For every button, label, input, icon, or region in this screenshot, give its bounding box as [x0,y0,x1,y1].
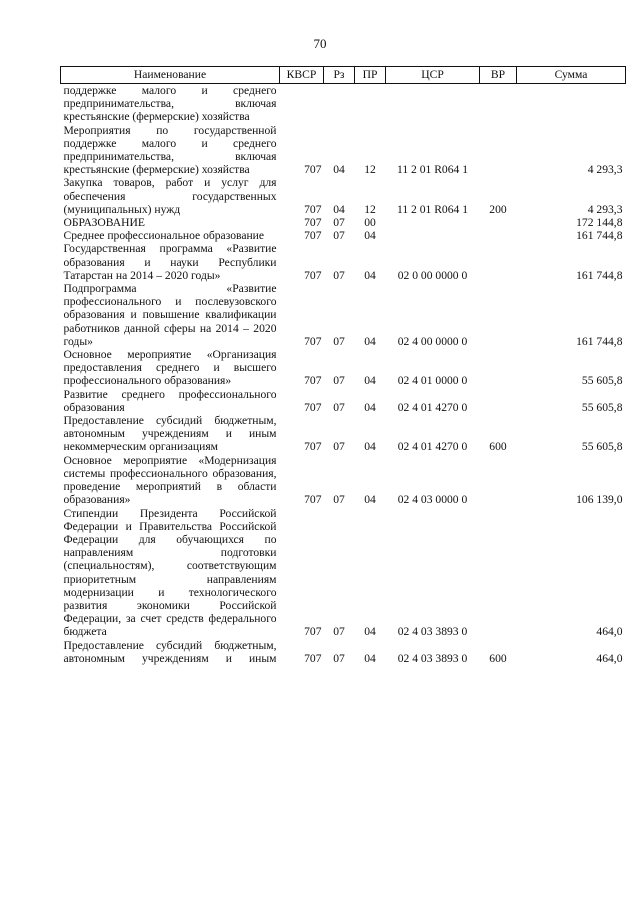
row-kvsr: 707 [304,374,322,388]
row-pr: 04 [364,334,376,348]
table-row [61,176,626,216]
row-vr [480,242,517,282]
row-pr: 04 [364,268,376,282]
row-rz: 07 [333,268,345,282]
row-rz: 04 [333,202,345,216]
row-kvsr: 707 [304,334,322,348]
row-csr [386,84,480,124]
row-sum: 161 744,8 [576,268,623,282]
row-vr [480,454,517,507]
table-row [61,414,626,454]
row-pr: 12 [364,202,376,216]
row-rz: 07 [333,374,345,388]
row-sum: 55 605,8 [581,374,623,388]
page-number: 70 [313,36,327,51]
row-sum: 464,0 [596,651,623,665]
row-rz: 07 [333,229,345,243]
row-csr: 02 4 00 0000 0 [397,334,468,348]
row-name: Стипендии Президента Российской Федерации и Правительства Российской Федерации для обучающихся по направлениям подготовки (специальностям), соответствующим приоритетным направлениям модернизации и технологического развития экономики Российской Федерации, за счет средств федерального бюджета [63,506,277,639]
row-name: Предоставление субсидий бюджетным, автономным учреждениям и иным [63,638,277,665]
row-csr: 11 2 01 R064 1 [396,202,469,216]
row-rz: 07 [333,400,345,414]
row-sum: 161 744,8 [576,334,623,348]
row-kvsr: 707 [304,268,322,282]
row-vr [480,282,517,348]
table-row [61,242,626,282]
row-name: поддержке малого и среднего предпринимательства, включая крестьянские (фермерские) хозяйства [63,84,277,124]
header-kvsr: КВСР [280,67,324,84]
row-name: Подпрограмма «Развитие профессионального и послевузовского образования и повышение квалификации работников данной сферы на 2014 – 2020 годы» [63,282,277,348]
row-kvsr: 707 [304,229,322,243]
row-name: Предоставление субсидий бюджетным, автономным учреждениям и иным некоммерческим организациям [63,414,277,454]
table-row [61,507,626,639]
row-vr [480,507,517,639]
row-csr [386,216,480,229]
row-rz: 07 [333,493,345,507]
row-vr: 600 [489,440,507,454]
row-pr: 00 [364,216,376,230]
row-rz: 07 [333,334,345,348]
row-kvsr: 707 [304,400,322,414]
row-name: Развитие среднего профессионального образования [63,387,277,414]
row-sum: 4 293,3 [587,202,623,216]
row-kvsr [280,84,324,124]
header-pr: ПР [355,67,386,84]
header-sum: Сумма [517,67,626,84]
row-csr: 02 4 01 4270 0 [397,400,468,414]
row-rz: 07 [333,651,345,665]
row-name: ОБРАЗОВАНИЕ [63,216,145,230]
row-kvsr: 707 [304,440,322,454]
row-vr [480,348,517,388]
row-name: Основное мероприятие «Организация предоставления среднего и высшего профессионального образования» [63,348,277,388]
row-name: Государственная программа «Развитие образования и науки Республики Татарстан на 2014 – 2020 годы» [63,242,277,282]
row-pr: 04 [364,400,376,414]
row-name: Основное мероприятие «Модернизация системы профессионального образования, проведение мероприятий в области образования» [63,453,277,507]
table-row [61,84,626,124]
table-row [61,388,626,414]
row-sum [517,84,626,124]
row-vr [480,84,517,124]
row-sum: 4 293,3 [587,163,623,177]
row-csr: 02 0 00 0000 0 [397,268,468,282]
row-rz: 07 [333,625,345,639]
row-kvsr: 707 [304,202,322,216]
row-pr [355,84,386,124]
row-pr: 04 [364,651,376,665]
row-pr: 12 [364,163,376,177]
row-csr: 02 4 01 4270 0 [397,440,468,454]
row-name: Среднее профессиональное образование [63,229,265,243]
row-rz [324,84,355,124]
row-csr: 11 2 01 R064 1 [396,163,469,177]
row-sum: 55 605,8 [581,440,623,454]
row-vr [480,124,517,177]
row-rz: 07 [333,216,345,230]
table-header-row [61,67,626,84]
row-rz: 07 [333,440,345,454]
header-vr: ВР [480,67,517,84]
row-kvsr: 707 [304,493,322,507]
row-vr [480,388,517,414]
header-rz: Рз [324,67,355,84]
row-csr: 02 4 01 0000 0 [397,374,468,388]
row-kvsr: 707 [304,163,322,177]
table-row [61,216,626,229]
row-vr: 600 [489,651,507,665]
row-sum: 464,0 [596,625,623,639]
row-vr [480,216,517,229]
row-sum: 172 144,8 [576,216,623,230]
table-row [61,348,626,388]
row-csr: 02 4 03 0000 0 [397,493,468,507]
row-pr: 04 [364,625,376,639]
row-pr: 04 [364,374,376,388]
table-row [61,124,626,177]
row-sum: 106 139,0 [576,493,623,507]
row-csr: 02 4 03 3893 0 [397,625,468,639]
table-row [61,454,626,507]
row-vr: 200 [489,202,507,216]
row-kvsr: 707 [304,651,322,665]
row-pr: 04 [364,493,376,507]
table-row [61,229,626,242]
row-kvsr: 707 [304,625,322,639]
row-csr [386,229,480,242]
header-name: Наименование [61,67,280,84]
row-rz: 04 [333,163,345,177]
row-pr: 04 [364,440,376,454]
header-csr: ЦСР [386,67,480,84]
row-sum: 55 605,8 [581,400,623,414]
table-row [61,282,626,348]
budget-table [60,66,626,665]
row-pr: 04 [364,229,376,243]
row-vr [480,229,517,242]
table-row [61,639,626,665]
row-name: Закупка товаров, работ и услуг для обеспечения государственных (муниципальных) нужд [63,176,277,216]
row-name: Мероприятия по государственной поддержке малого и среднего предпринимательства, включая крестьянские (фермерские) хозяйства [63,123,277,177]
row-sum: 161 744,8 [576,229,623,243]
row-kvsr: 707 [304,216,322,230]
row-csr: 02 4 03 3893 0 [397,651,468,665]
